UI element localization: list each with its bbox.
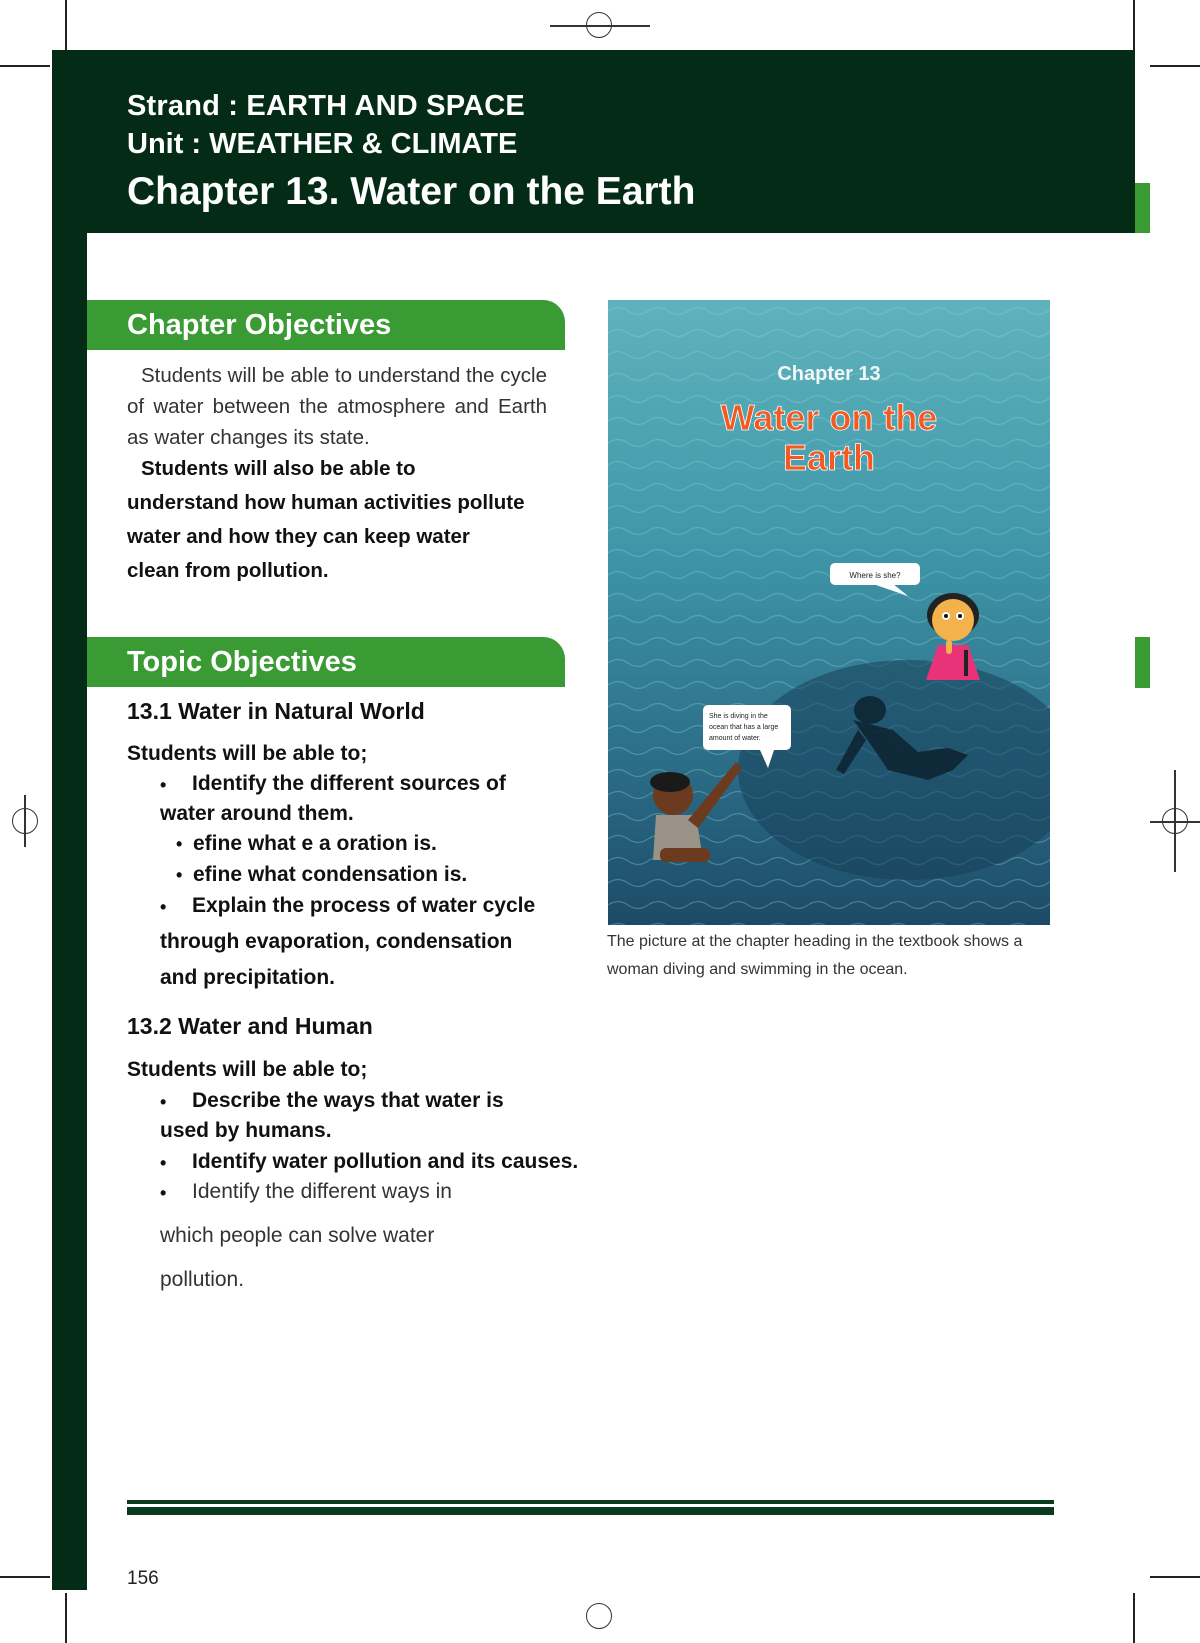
- registration-line: [24, 795, 26, 847]
- topic-2-title: 13.2 Water and Human: [127, 1013, 373, 1039]
- crop-mark: [1133, 0, 1135, 50]
- side-accent-tab: [1135, 637, 1150, 688]
- speech-bubble-text: Where is she?: [849, 571, 901, 580]
- bullet-icon: •: [160, 897, 167, 917]
- topic-2-intro: Students will be able to;: [127, 1058, 368, 1081]
- chapter-objectives-heading: Chapter Objectives: [87, 300, 565, 350]
- bullet-icon: •: [160, 1092, 167, 1112]
- bullet-icon: •: [160, 775, 167, 795]
- footer-rule: [127, 1507, 1054, 1515]
- paragraph-line: water and how they can keep water: [127, 525, 470, 548]
- list-item: efine what e a oration is.: [193, 832, 437, 855]
- speech-bubble-text: She is diving in the: [709, 713, 768, 720]
- unit-label: Unit : WEATHER & CLIMATE: [127, 128, 518, 160]
- topic-1-title: 13.1 Water in Natural World: [127, 698, 425, 724]
- list-item-continuation: water around them.: [160, 802, 354, 825]
- crop-mark: [0, 1576, 50, 1578]
- list-item: efine what condensation is.: [193, 863, 468, 886]
- left-side-bar: [52, 50, 87, 1590]
- page-title: Chapter 13. Water on the Earth: [127, 170, 696, 213]
- list-item: Describe the ways that water is: [192, 1089, 504, 1112]
- crop-mark: [0, 65, 50, 67]
- paragraph-line: clean from pollution.: [127, 559, 329, 582]
- bullet-icon: •: [176, 865, 183, 885]
- cover-chapter-label: Chapter 13: [777, 363, 881, 385]
- crop-mark: [1150, 1576, 1200, 1578]
- topic-objectives-heading: Topic Objectives: [87, 637, 565, 687]
- footer-rule: [127, 1500, 1054, 1504]
- crop-mark: [65, 1593, 67, 1643]
- registration-mark-bottom: [586, 1603, 612, 1629]
- list-item-continuation: through evaporation, condensation: [160, 930, 513, 953]
- speech-bubble-text: amount of water.: [709, 735, 761, 742]
- registration-line: [1174, 770, 1176, 872]
- crop-mark: [1150, 65, 1200, 67]
- cover-title-line-1: Water on the: [720, 397, 938, 438]
- paragraph-line: understand how human activities pollute: [127, 491, 525, 514]
- chapter-objectives-paragraph-1: Students will be able to understand the cycle of water between the atmosphere and Earth as water changes its state.: [127, 364, 547, 449]
- list-item-continuation: pollution.: [160, 1268, 245, 1291]
- header-accent-tab: [1135, 183, 1150, 233]
- chapter-objectives-paragraph-2: [127, 452, 567, 588]
- speech-bubble-text: ocean that has a large: [709, 724, 779, 731]
- list-item: Identify the different ways in: [192, 1180, 452, 1203]
- caption-line: woman diving and swimming in the ocean.: [607, 961, 908, 978]
- crop-mark: [1133, 1593, 1135, 1643]
- list-item: Explain the process of water cycle: [192, 894, 536, 917]
- bullet-icon: •: [160, 1153, 167, 1173]
- image-caption: [607, 928, 1047, 984]
- list-item-continuation: and precipitation.: [160, 966, 336, 989]
- crop-mark: [65, 0, 67, 50]
- cover-title-line-2: Earth: [782, 437, 876, 478]
- paragraph-line: Students will also be able to: [141, 457, 416, 480]
- bullet-icon: •: [176, 834, 183, 854]
- list-item-continuation: which people can solve water: [160, 1224, 435, 1247]
- bullet-icon: •: [160, 1183, 167, 1203]
- list-item: Identify water pollution and its causes.: [192, 1150, 579, 1173]
- caption-line: The picture at the chapter heading in the textbook shows a: [607, 933, 1023, 950]
- registration-line: [550, 25, 650, 27]
- list-item-continuation: used by humans.: [160, 1119, 332, 1142]
- list-item: Identify the different sources of: [192, 772, 506, 795]
- topic-1-intro: Students will be able to;: [127, 742, 368, 765]
- chapter-cover-image: [608, 300, 1050, 925]
- page-number: 156: [127, 1568, 159, 1589]
- strand-label: Strand : EARTH AND SPACE: [127, 90, 525, 122]
